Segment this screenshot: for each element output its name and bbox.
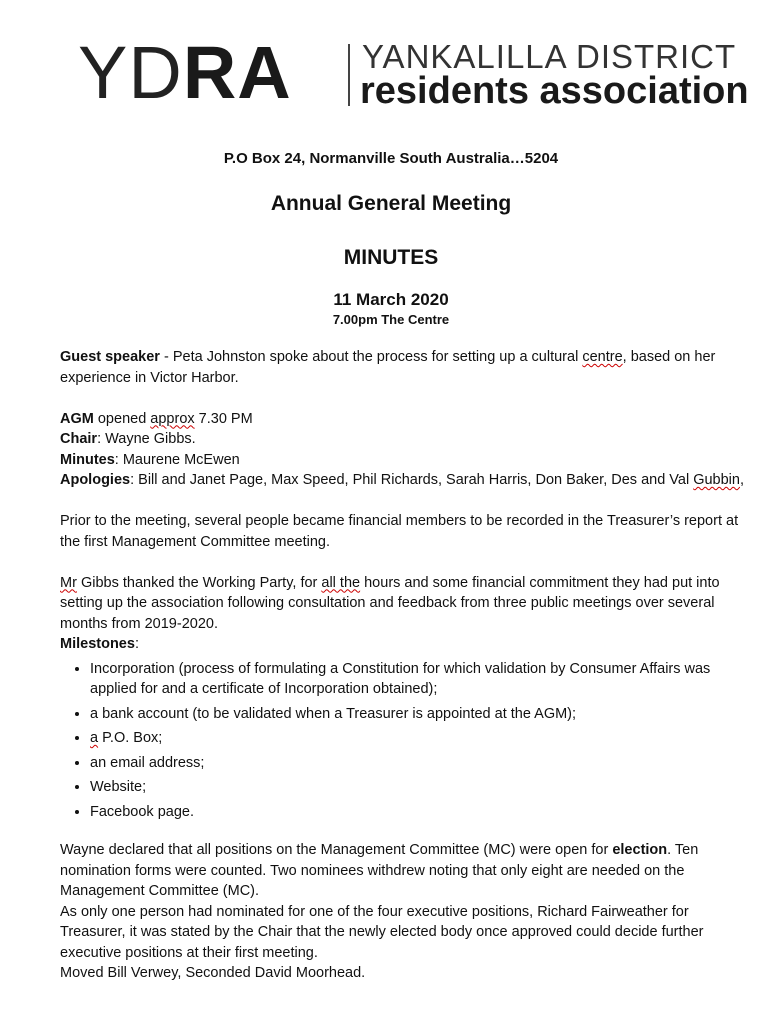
guest-speaker-paragraph bbox=[60, 347, 750, 388]
chair-line bbox=[60, 429, 750, 450]
guest-text-1: - Peta Johnston spoke about the process for setting up a cultural bbox=[159, 349, 583, 365]
list-item: • Website; bbox=[90, 777, 750, 798]
thanks-paragraph bbox=[60, 573, 750, 635]
election-text-2: . Ten nomination forms were counted. Two nominees withdrew noting that only eight are needed on the Management Committee (MC). bbox=[60, 842, 699, 899]
logo-name-line1: YANKALILLA DISTRICT bbox=[362, 38, 737, 75]
milestones-heading bbox=[60, 634, 750, 655]
meeting-date: 11 March 2020 bbox=[333, 290, 449, 309]
apologies-text: : Bill and Janet Page, Max Speed, Phil Richards, Sarah Harris, Don Baker, Des and Val bbox=[130, 472, 694, 488]
agm-opened-line bbox=[60, 409, 750, 430]
logo-divider bbox=[348, 44, 350, 106]
meeting-title: Annual General Meeting bbox=[270, 192, 512, 215]
agm-text-2: 7.30 PM bbox=[194, 410, 253, 427]
chair-label: Chair bbox=[60, 431, 98, 447]
page-title: MINUTES bbox=[343, 246, 439, 269]
moved-line: Moved Bill Verwey, Seconded David Moorhead. bbox=[60, 965, 366, 981]
agm-label: AGM bbox=[60, 410, 94, 427]
list-item: • an email address; bbox=[90, 753, 750, 774]
apologies-label: Apologies bbox=[60, 472, 131, 488]
minutes-line bbox=[60, 450, 750, 471]
thanks-misspelled-2: all the bbox=[321, 574, 361, 591]
agm-text-1: opened bbox=[93, 410, 151, 427]
postal-address: P.O Box 24, Normanville South Australia…5204 bbox=[223, 150, 559, 167]
ydra-logo bbox=[78, 31, 749, 116]
apologies-line bbox=[60, 470, 750, 491]
executive-paragraph: As only one person had nominated for one of the four executive positions, Richard Fairweather for Treasurer, it was stated by the Chair that the newly elected body once approved could decide further executive positions at their first meeting. bbox=[60, 903, 704, 961]
logo-abbr-light: YD bbox=[78, 31, 183, 114]
list-item: • Incorporation (process of formulating a Constitution for which validation by Consumer Affairs was applied for and a certificate of Incorporation obtained); bbox=[90, 659, 750, 700]
guest-speaker-label: Guest speaker bbox=[60, 349, 160, 365]
milestones-label: Milestones bbox=[60, 636, 135, 652]
guest-text-misspelled: centre bbox=[582, 349, 623, 365]
apologies-misspelled: Gubbin bbox=[693, 472, 740, 488]
minutes-label: Minutes bbox=[60, 451, 115, 468]
milestones-colon: : bbox=[134, 636, 139, 652]
election-text-1: Wayne declared that all positions on the Management Committee (MC) were open for bbox=[60, 842, 613, 858]
election-paragraph bbox=[60, 840, 750, 902]
thanks-text-1: Gibbs thanked the Working Party, for bbox=[76, 574, 322, 591]
chair-text: : Wayne Gibbs. bbox=[97, 431, 196, 447]
guest-text-2: , based on her experience in Victor Harbor. bbox=[60, 349, 716, 386]
meeting-venue: 7.00pm The Centre bbox=[332, 312, 450, 327]
milestones-list bbox=[60, 659, 750, 823]
list-item: • Facebook page. bbox=[90, 802, 750, 823]
thanks-misspelled-1: Mr bbox=[60, 574, 77, 591]
thanks-text-2: hours and some financial commitment they had put into setting up the association following consultation and feedback from three public meetings over several months from 2019-2020. bbox=[60, 574, 720, 632]
apologies-end: , bbox=[739, 472, 744, 488]
list-item: • a bank account (to be validated when a Treasurer is appointed at the AGM); bbox=[90, 704, 750, 725]
minutes-text: : Maurene McEwen bbox=[114, 451, 240, 468]
list-item-misspelled: a bbox=[90, 730, 99, 746]
list-item bbox=[90, 728, 750, 749]
logo-abbr-bold: RA bbox=[182, 31, 292, 114]
logo-abbreviation bbox=[78, 31, 292, 114]
logo-name-line2: residents association bbox=[360, 70, 749, 112]
election-bold: election bbox=[612, 842, 668, 858]
agm-text-misspelled: approx bbox=[150, 410, 195, 427]
list-item-text: P.O. Box; bbox=[102, 730, 163, 746]
minutes-body bbox=[60, 347, 750, 984]
prior-paragraph: Prior to the meeting, several people became financial members to be recorded in the Treasurer’s report at the first Management Committee meeting. bbox=[60, 513, 739, 550]
